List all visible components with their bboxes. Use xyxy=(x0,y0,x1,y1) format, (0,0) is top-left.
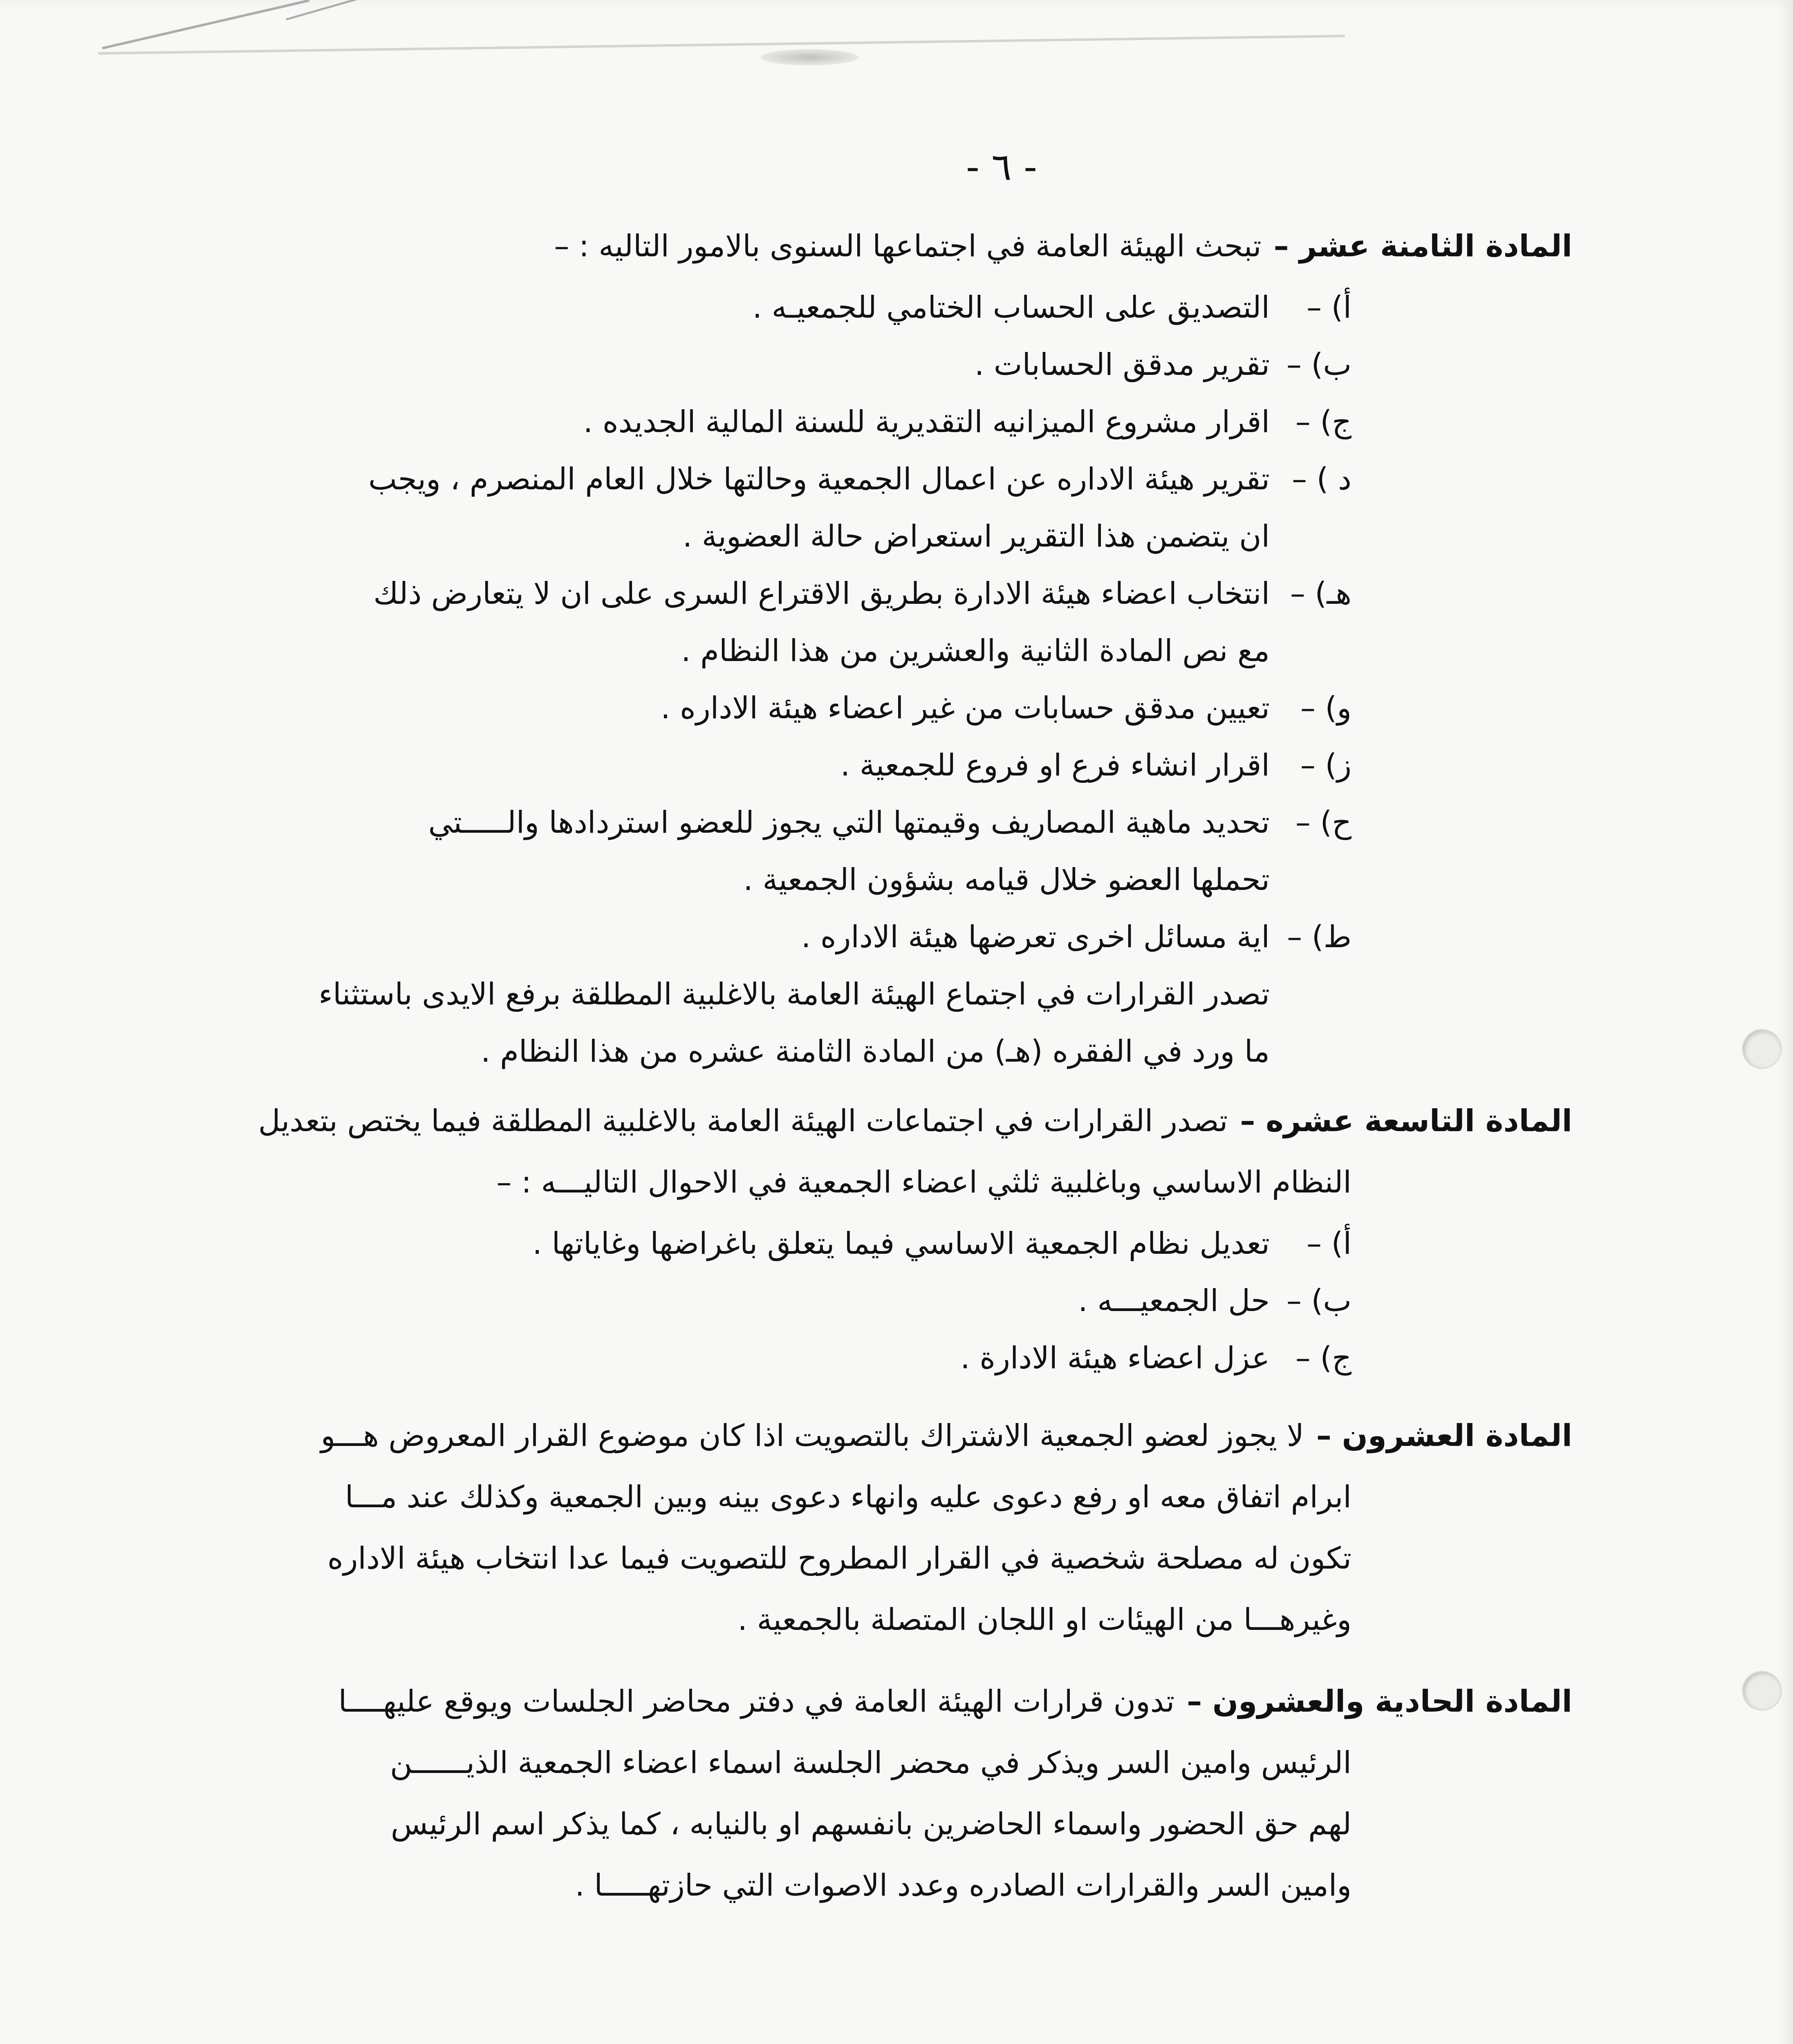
article-header xyxy=(215,229,1572,290)
article-line: تكون له مصلحة شخصية في القرار المطروح للتصويت فيما عدا انتخاب هيئة الاداره xyxy=(327,1541,1351,1576)
list-item xyxy=(215,290,1572,347)
item-continuation: مع نص المادة الثانية والعشرين من هذا النظام . xyxy=(681,633,1270,668)
item-letter: ج) – xyxy=(1295,1340,1351,1376)
item-letter: ط) – xyxy=(1287,919,1351,955)
item-text: اقرار انشاء فرع او فروع للجمعية . xyxy=(840,748,1270,783)
item-text: التصديق على الحساب الختامي للجمعيـه . xyxy=(752,290,1270,325)
article-line: لهم حق الحضور واسماء الحاضرين بانفسهم او بالنيابه ، كما يذكر اسم الرئيس xyxy=(390,1806,1351,1842)
paper-edge xyxy=(98,35,1345,61)
item-letter: ح) – xyxy=(1295,805,1351,840)
article-title: المادة الثامنة عشر – xyxy=(1273,229,1572,264)
punch-hole xyxy=(1743,1672,1781,1710)
item-letter: و) – xyxy=(1300,690,1351,726)
article-line: النظام الاساسي وباغلبية ثلثي اعضاء الجمعية في الاحوال التاليـــه : – xyxy=(496,1165,1351,1200)
article-title: المادة التاسعة عشره – xyxy=(1240,1103,1572,1139)
article-text: تبحث الهيئة العامة في اجتماعها السنوى بالامور التاليه : – xyxy=(554,229,1262,264)
article-title: المادة العشرون – xyxy=(1316,1418,1572,1453)
item-continuation: ان يتضمن هذا التقرير استعراض حالة العضوية . xyxy=(682,519,1270,554)
list-item xyxy=(215,805,1572,863)
item-text: اقرار مشروع الميزانيه التقديرية للسنة المالية الجديده . xyxy=(583,404,1270,439)
item-continuation: تحملها العضو خلال قيامه بشؤون الجمعية . xyxy=(743,862,1270,897)
list-item xyxy=(215,1284,1572,1341)
item-text: حل الجمعيـــه . xyxy=(1078,1283,1270,1318)
article-text: تدون قرارات الهيئة العامة في دفتر محاضر الجلسات ويوقع عليهــــا xyxy=(338,1684,1175,1719)
article-18 xyxy=(215,229,1572,1091)
article-header xyxy=(215,1419,1572,1480)
item-text: تعديل نظام الجمعية الاساسي فيما يتعلق باغراضها وغاياتها . xyxy=(532,1226,1270,1261)
list-item xyxy=(215,1226,1572,1284)
paper-crease xyxy=(102,0,309,49)
item-letter: ز) – xyxy=(1300,748,1351,783)
item-text: عزل اعضاء هيئة الادارة . xyxy=(960,1340,1270,1376)
list-item xyxy=(215,748,1572,805)
item-text: تعيين مدقق حسابات من غير اعضاء هيئة الاداره . xyxy=(661,690,1270,726)
item-text: تقرير هيئة الاداره عن اعمال الجمعية وحالتها خلال العام المنصرم ، ويجب xyxy=(368,462,1270,497)
article-text: تصدر القرارات في اجتماعات الهيئة العامة بالاغلبية المطلقة فيما يختص بتعديل xyxy=(258,1103,1228,1139)
article-19 xyxy=(215,1104,1572,1398)
article-line: وغيرهـــا من الهيئات او اللجان المتصلة بالجمعية . xyxy=(737,1602,1351,1637)
article-line: ابرام اتفاق معه او رفع دعوى عليه وانهاء دعوى بينه وبين الجمعية وكذلك عند مـــا xyxy=(345,1479,1351,1515)
item-text: انتخاب اعضاء هيئة الادارة بطريق الاقتراع السرى على ان لا يتعارض ذلك xyxy=(373,576,1270,611)
document-body xyxy=(215,229,1572,1930)
article-line: وامين السر والقرارات الصادره وعدد الاصوات التي حازتهـــــا . xyxy=(575,1868,1351,1903)
list-item xyxy=(215,920,1572,977)
punch-hole xyxy=(1743,1030,1781,1068)
article-line: الرئيس وامين السر ويذكر في محضر الجلسة اسماء اعضاء الجمعية الذيــــــن xyxy=(390,1745,1351,1780)
list-item xyxy=(215,405,1572,462)
closing-paragraph: تصدر القرارات في اجتماع الهيئة العامة بالاغلبية المطلقة برفع الايدى باستثناء xyxy=(318,977,1270,1012)
item-letter: هـ) – xyxy=(1290,576,1351,611)
article-20 xyxy=(215,1419,1572,1664)
article-title: المادة الحادية والعشرون – xyxy=(1187,1684,1572,1719)
page-number: - ٦ - xyxy=(966,145,1038,189)
article-text: لا يجوز لعضو الجمعية الاشتراك بالتصويت اذا كان موضوع القرار المعروض هـــو xyxy=(320,1418,1304,1453)
article-21 xyxy=(215,1684,1572,1930)
list-item xyxy=(215,347,1572,405)
item-letter: ج) – xyxy=(1295,404,1351,439)
list-item xyxy=(215,691,1572,748)
list-item xyxy=(215,576,1572,634)
item-letter: أ) – xyxy=(1307,1226,1351,1261)
paper-crease xyxy=(286,0,436,20)
item-text: تحديد ماهية المصاريف وقيمتها التي يجوز للعضو استردادها والـــــتي xyxy=(428,805,1270,840)
ink-smudge xyxy=(760,49,858,65)
item-letter: ب) – xyxy=(1286,1283,1351,1318)
item-letter: د ) – xyxy=(1292,462,1351,497)
item-text: اية مسائل اخرى تعرضها هيئة الاداره . xyxy=(801,919,1270,955)
list-item xyxy=(215,1341,1572,1398)
item-letter: أ) – xyxy=(1307,290,1351,325)
article-header xyxy=(215,1104,1572,1165)
closing-paragraph: ما ورد في الفقره (هـ) من المادة الثامنة عشره من هذا النظام . xyxy=(481,1034,1270,1069)
item-text: تقرير مدقق الحسابات . xyxy=(974,347,1270,382)
item-letter: ب) – xyxy=(1286,347,1351,382)
article-header xyxy=(215,1684,1572,1746)
list-item xyxy=(215,462,1572,519)
